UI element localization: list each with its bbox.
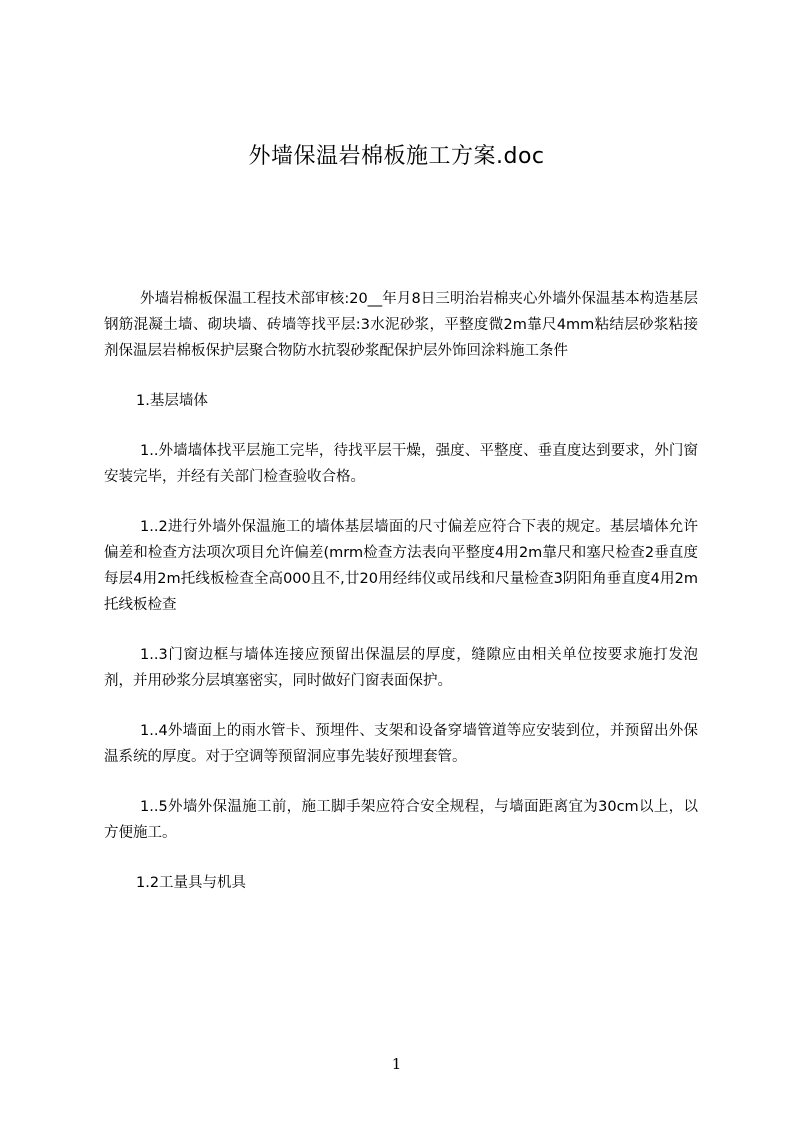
paragraph-item-4: 1..4外墙面上的雨水管卡、预埋件、支架和设备穿墙管道等应安装到位，并预留出外保温系统的厚度。对于空调等预留洞应事先装好预埋套管。	[104, 723, 698, 765]
section-heading-base-wall: 1.基层墙体	[136, 393, 208, 409]
intro-paragraph: 外墙岩棉板保温工程技术部审核:20__年月8日三明治岩棉夹心外墙外保温基本构造基层钢筋混凝土墙、砌块墙、砖墙等找平层:3水泥砂浆，平整度微2m靠尺4mm粘结层砂浆粘接剂保温层岩棉板保护层聚合物防水抗裂砂浆配保护层外饰回涂料施工条件	[104, 291, 698, 359]
paragraph-item-3: 1..3门窗边框与墙体连接应预留出保温层的厚度，缝隙应由相关单位按要求施打发泡剂，并用砂浆分层填塞密实，同时做好门窗表面保护。	[104, 647, 698, 689]
page-number: 1	[391, 1055, 402, 1073]
paragraph-item-2: 1..2进行外墙外保温施工的墙体基层墙面的尺寸偏差应符合下表的规定。基层墙体允许偏差和检查方法项次项目允许偏差(mrm检查方法表向平整度4用2m靠尺和塞尺检查2垂直度每层4用2m托线板检查全高000且不,廿20用经纬仪或吊线和尺量检查3阴阳角垂直度4用2m托线板检查	[104, 519, 698, 613]
paragraph-item-5: 1..5外墙外保温施工前，施工脚手架应符合安全规程，与墙面距离宜为30cm以上，以方便施工。	[104, 799, 698, 841]
document-title: 外墙保温岩棉板施工方案.doc	[248, 144, 545, 169]
paragraph-item-1: 1..外墙墙体找平层施工完毕，待找平层干燥，强度、平整度、垂直度达到要求，外门窗安装完毕，并经有关部门检查验收合格。	[104, 443, 698, 485]
document-body	[104, 286, 698, 920]
section-heading-tools: 1.2工量具与机具	[136, 875, 247, 891]
